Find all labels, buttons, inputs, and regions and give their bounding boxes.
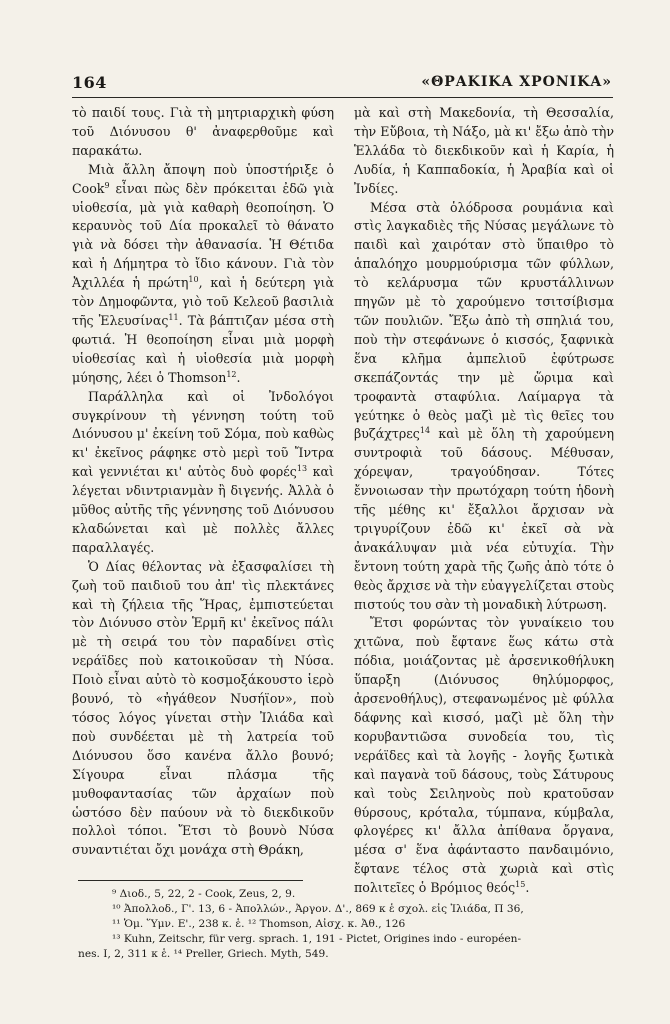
paragraph: [72, 558, 334, 861]
paragraph-text: . Τὰ βάπτιζαν μέσα στὴ φωτιά. Ἡ θεοποίηση εἶναι μιὰ μορφὴ υἱοθεσίας καὶ ἡ υἱοθεσία μιὰ μορφὴ μύησης, λέει ὁ Thomson: [72, 312, 334, 385]
footnote-marker: 13: [296, 464, 308, 474]
footnote-rule: [78, 880, 303, 881]
paragraph-text: εἶναι πὼς δὲν πρόκειται ἐδῶ γιὰ υἱοθεσία, μὰ γιὰ καθαρὴ θεοποίηση. Ὁ κεραυνὸς τοῦ Δία προκαλεῖ τὸ θάνατο γιὰ νὰ δόσει τὴν ἀθανασία. Ἡ Θέτιδα καὶ ἡ Δήμητρα τὸ ἴδιο κάνουν. Γιὰ τὸν Ἀχιλλέα ἡ πρώτη: [72, 180, 334, 291]
paragraph: [354, 104, 614, 199]
footnote-marker: 9: [104, 180, 110, 190]
footnote-marker: 12: [226, 369, 237, 379]
footnote: ¹⁰ Ἀπολλοδ., Γ'. 13, 6 - Ἀπολλών., Ἀργον. Δ'., 869 κ ἑ σχολ. εἰς Ἰλιάδα, Π 36,: [112, 903, 524, 915]
header-rule: [72, 97, 613, 98]
paragraph-text: Ἔτσι φορώντας τὸν γυναίκειο του χιτῶνα, ποὺ ἔφτανε ἕως κάτω στὰ πόδια, μοιάζοντας μὲ ἀρσενικοθήλυκη ὕπαρξη (Διόνυσος θηλύμορφος, ἀρσενοθήλυς), στεφανωμένος μὲ φύλλα δάφνης καὶ κισσό, μαζὶ μὲ ὅλη τὴν κορυβαντιῶσα συνοδεία του, τὶς νεράϊδες καὶ τὰ λογῆς - λογῆς ξωτικὰ καὶ παγανὰ τοῦ δάσους, τοὺς Σάτυρους καὶ τοὺς Σειληνοὺς ποὺ κρατοῦσαν θύρσους, κρόταλα, τύμπανα, κύμβαλα, φλογέρες κι' ἄλλα ἀπίθανα ὄργανα, μέσα σ' ἕνα ἀφάνταστο πανδαιμόνιο, ἔφτανε τέλος στὰ χωριὰ καὶ στὶς πολιτεῖες ὁ Βρόμιος θεός: [354, 615, 614, 896]
paragraph: [354, 199, 614, 615]
footnote-marker: 11: [168, 312, 179, 322]
footnote-marker: 15: [515, 880, 526, 890]
paragraph-text: καὶ μὲ ὅλη τὴ χαρούμενη συντροφιὰ τοῦ δάσους. Μέθυσαν, χόρεψαν, τραγούδησαν. Τότες ἔννοιωσαν τὴν πρωτόχαρη τούτη ἡδονὴ τῆς μέθης κι' ἔξαλλοι ἄρχισαν νὰ τριγυρίζουν ἐδῶ κι' ἐκεῖ σὰ νὰ ἀνακάλυψαν μιὰ νέα εὐτυχία. Τὴν ἔντονη τούτη χαρὰ τῆς ζωῆς ἀπὸ τότε ὁ θεὸς ἄρχισε νὰ τὴν εὐαγγελίζεται στοὺς πιστούς του σὰν τὴ μοναδικὴ λύτρωση.: [354, 426, 614, 612]
footnote: ¹³ Kuhn, Zeitschr, für verg. sprach. 1, 191 - Pictet, Origines indo - européen-: [112, 933, 522, 945]
footnote: nes. I, 2, 311 κ ἑ. ¹⁴ Preller, Griech. Myth, 549.: [78, 948, 329, 960]
paragraph-text: μὰ καὶ στὴ Μακεδονία, τὴ Θεσσαλία, τὴν Εὔβοια, τὴ Νάξο, μὰ κι' ἔξω ἀπὸ τὴν Ἑλλάδα τὸ διεκδικοῦν καὶ ἡ Καρία, ἡ Λυδία, ἡ Καππαδοκία, ἡ Ἀραβία καὶ οἱ Ἰνδίες.: [354, 105, 614, 196]
paragraph-text: Μέσα στὰ ὁλόδροσα ρουμάνια καὶ στὶς λαγκαδιὲς τῆς Νύσας μεγάλωνε τὸ παιδὶ καὶ χαιρόταν στὸ ὕπαιθρο τὸ ἁπαλόηχο μουρμούρισμα τῶν φύλλων, τὸ κελάρυσμα τῶν κρυστάλλινων πηγῶν μὲ τὸ χαρούμενο τσιτσίβισμα τῶν πουλιῶν. Ἔξω ἀπὸ τὴ σπηλιά του, ποὺ τὴν στεφάνωνε ὁ κισσός, ξαφνικὰ ἕνα κλῆμα ἀμπελιοῦ ἐφύτρωσε σκεπάζοντάς την μὲ ὥριμα καὶ τροφαντὰ σταφύλια. Λαίμαργα τὰ γεύτηκε ὁ θεὸς μαζὶ μὲ τὶς θεῖες του βυζάχτρες: [354, 199, 614, 442]
page-header: [72, 73, 612, 95]
paragraph-text: Μιὰ ἄλλη ἄποψη ποὺ ὑποστήριξε ὁ Cook: [72, 161, 334, 196]
footnote-marker: 14: [419, 426, 431, 436]
paragraph-text: Παράλληλα καὶ οἱ Ἰνδολόγοι συγκρίνουν τὴ γέννηση τούτη τοῦ Διόνυσου μ' ἐκείνη τοῦ Σόμα, ποὺ καθὼς κι' ἐκεῖνος ράφηκε στὸ μερὶ τοῦ Ἴντρα καὶ γεννιέται κι' αὐτὸς δυὸ φορές: [72, 388, 334, 480]
footnotes: [78, 887, 612, 962]
footnote: ¹¹ Ὁμ. Ὕμν. Ε'., 238 κ. ἑ. ¹² Thomson, Αἰσχ. κ. Ἀθ., 126: [112, 918, 406, 930]
paragraph-text: .: [525, 880, 530, 896]
paragraph-text: καὶ λέγεται νδιντριανμὰν ἢ διγενής. Ἀλλὰ ὁ μῦθος αὐτῆς τῆς γέννησης τοῦ Διόνυσου κλαδώνεται καὶ μὲ πολλὲς ἄλλες παραλλαγές.: [72, 464, 334, 555]
paragraph-text: Ὁ Δίας θέλοντας νὰ ἐξασφαλίσει τὴ ζωὴ τοῦ παιδιοῦ του ἀπ' τὶς πλεκτάνες καὶ τὴ ζήλεια τῆς Ἥρας, ἐμπιστεύεται τὸν Διόνυσο στὸν Ἑρμῆ κι' ἐκεῖνος πάλι μὲ τὴ σειρά του τὸν παραδίνει στὶς νεράϊδες ποὺ κατοικοῦσαν τὴ Νύσα. Ποιὸ εἶναι αὐτὸ τὸ κοσμοξάκουστο ἱερὸ βουνό, τὸ «ἠγάθεον Νυσήϊον», ποὺ τόσος λόγος γίνεται στὴν Ἰλιάδα καὶ ποὺ συνδέεται μὲ τὴ λατρεία τοῦ Διόνυσου ὅσο κανένα ἄλλο βουνό; Σίγουρα εἶναι πλάσμα τῆς μυθοφαντασίας τῶν ἀρχαίων ποὺ ὡστόσο δὲν παύουν νὰ τὸ διεκδικοῦν πολλοὶ τόποι. Ἔτσι τὸ βουνὸ Νύσα συναντιέται ὄχι μονάχα στὴ Θράκη,: [72, 558, 334, 858]
footnote: ⁹ Διοδ., 5, 22, 2 - Cook, Zeus, 2, 9.: [112, 888, 296, 900]
footnote-marker: 10: [188, 275, 199, 285]
paragraph-text: τὸ παιδί τους. Γιὰ τὴ μητριαρχικὴ φύση τοῦ Διόνυσου θ' ἀναφερθοῦμε καὶ παρακάτω.: [72, 105, 334, 158]
running-title: «ΘΡΑΚΙΚΑ ΧΡΟΝΙΚΑ»: [421, 74, 612, 90]
paragraph: [72, 104, 334, 161]
paragraph: [354, 614, 614, 898]
paragraph: [72, 388, 334, 558]
paragraph: [72, 161, 334, 388]
page-number: 164: [72, 73, 107, 92]
paragraph-text: .: [236, 369, 241, 385]
paragraph-text: , καὶ ἡ δεύτερη γιὰ τὸν Δημοφῶντα, γιὸ τοῦ Κελεοῦ βασιλιὰ τῆς Ἐλευσίνας: [72, 275, 335, 328]
right-column: [354, 104, 614, 898]
left-column: [72, 104, 334, 860]
